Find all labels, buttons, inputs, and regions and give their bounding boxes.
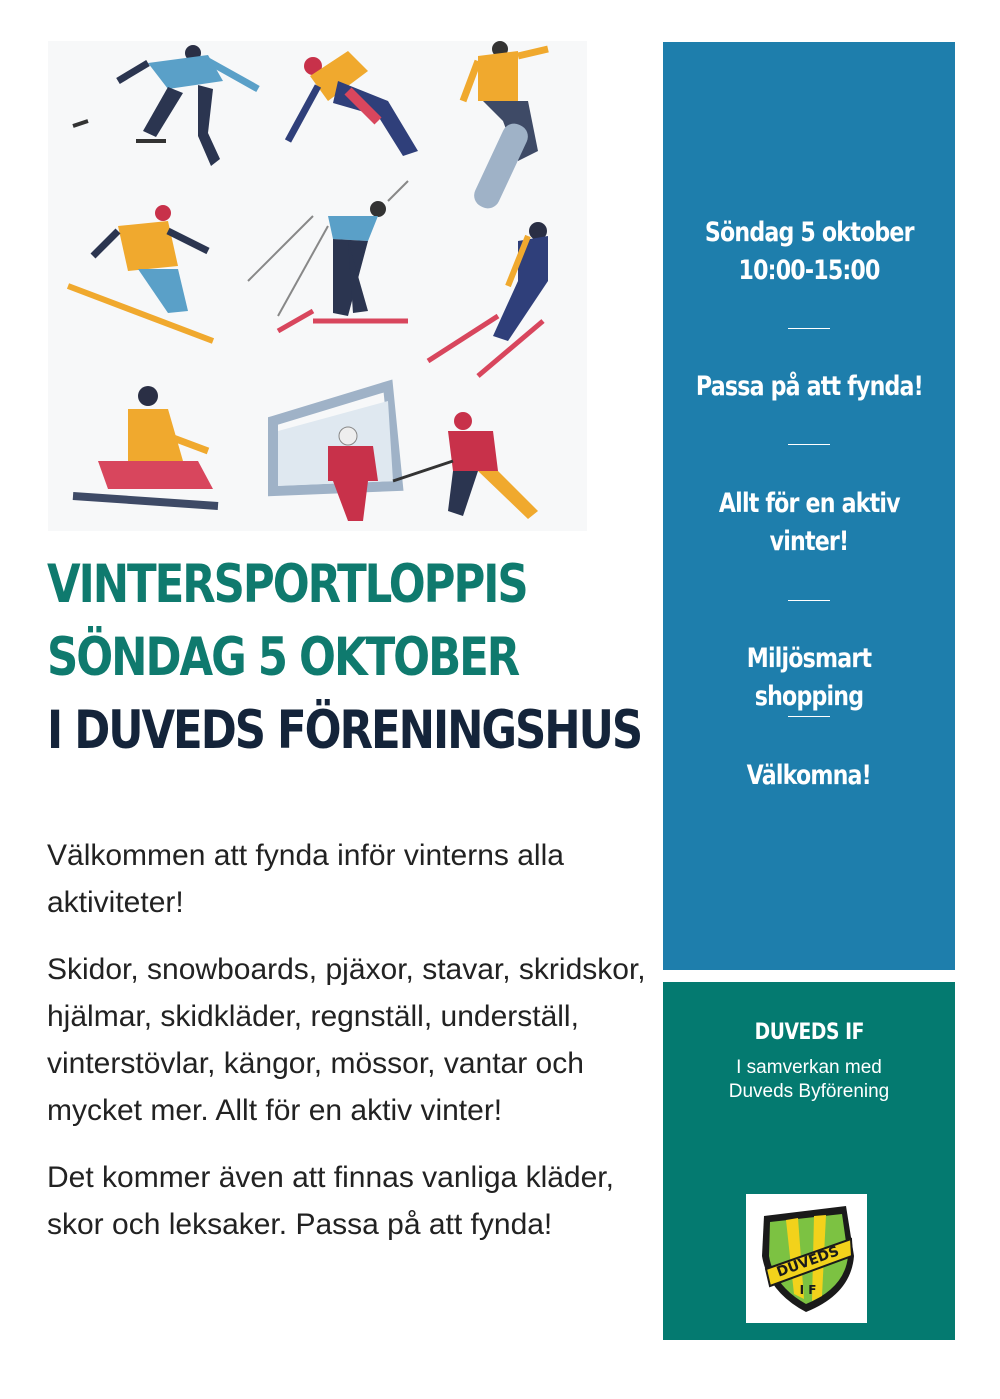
sidebar-divider bbox=[788, 328, 830, 329]
hockey-goalie-figure bbox=[273, 386, 398, 521]
headline-date: SÖNDAG 5 OKTOBER bbox=[47, 627, 519, 688]
speed-skater-figure bbox=[73, 45, 258, 166]
sidebar-divider bbox=[788, 716, 830, 717]
ski-jumper-figure bbox=[68, 205, 213, 341]
info-sidebar bbox=[663, 42, 955, 970]
sidebar-divider bbox=[788, 444, 830, 445]
sidebar-time: 10:00-15:00 bbox=[738, 255, 880, 286]
body-paragraph-welcome: Välkommen att fynda inför vinterns alla aktiviteter! bbox=[47, 839, 564, 919]
sidebar-item-valkomna: Välkomna! bbox=[746, 760, 872, 791]
sled-rider-figure bbox=[73, 386, 218, 506]
cross-country-skier-figure bbox=[248, 181, 408, 331]
logo-text: DUVEDS bbox=[774, 1243, 842, 1281]
snowboarder-figure bbox=[463, 41, 548, 212]
headline bbox=[47, 548, 642, 767]
body-text bbox=[47, 832, 647, 1268]
headline-venue: I DUVEDS FÖRENINGSHUS bbox=[47, 700, 642, 761]
winter-sports-illustration bbox=[48, 41, 587, 531]
sidebar-item-aktiv-line1: Allt för en aktiv bbox=[718, 488, 900, 519]
sidebar-divider bbox=[788, 600, 830, 601]
organizer-panel bbox=[663, 982, 955, 1340]
sidebar-item-miljosmart: Miljösmart shopping bbox=[746, 643, 872, 712]
organizer-subtitle-line2: Duveds Byförening bbox=[728, 1081, 890, 1102]
duveds-if-logo bbox=[746, 1194, 867, 1323]
sidebar-date: Söndag 5 oktober bbox=[704, 217, 914, 248]
club-crest-icon bbox=[746, 1194, 867, 1323]
logo-initials: I F bbox=[799, 1283, 817, 1297]
sidebar-item-aktiv-line2: vinter! bbox=[769, 526, 849, 557]
body-paragraph-items: Skidor, snowboards, pjäxor, stavar, skridskor, hjälmar, skidkläder, regnställ, underställ, vinterstövlar, kängor, mössor, vantar och mycket mer. Allt för en aktiv vinter! bbox=[47, 953, 646, 1127]
winter-sports-artwork bbox=[48, 41, 587, 531]
organizer-name: DUVEDS IF bbox=[754, 1020, 864, 1045]
ski-jumper-two-figure bbox=[428, 222, 548, 376]
organizer-subtitle bbox=[663, 1056, 955, 1104]
organizer-subtitle-line1: I samverkan med bbox=[736, 1057, 882, 1078]
body-paragraph-other: Det kommer även att finnas vanliga kläder, skor och leksaker. Passa på att fynda! bbox=[47, 1161, 614, 1241]
headline-event-name: VINTERSPORTLOPPIS bbox=[47, 554, 527, 615]
downhill-skier-figure bbox=[288, 51, 418, 156]
sidebar-item-fynda: Passa på att fynda! bbox=[695, 371, 923, 402]
hockey-player-figure bbox=[393, 412, 538, 519]
